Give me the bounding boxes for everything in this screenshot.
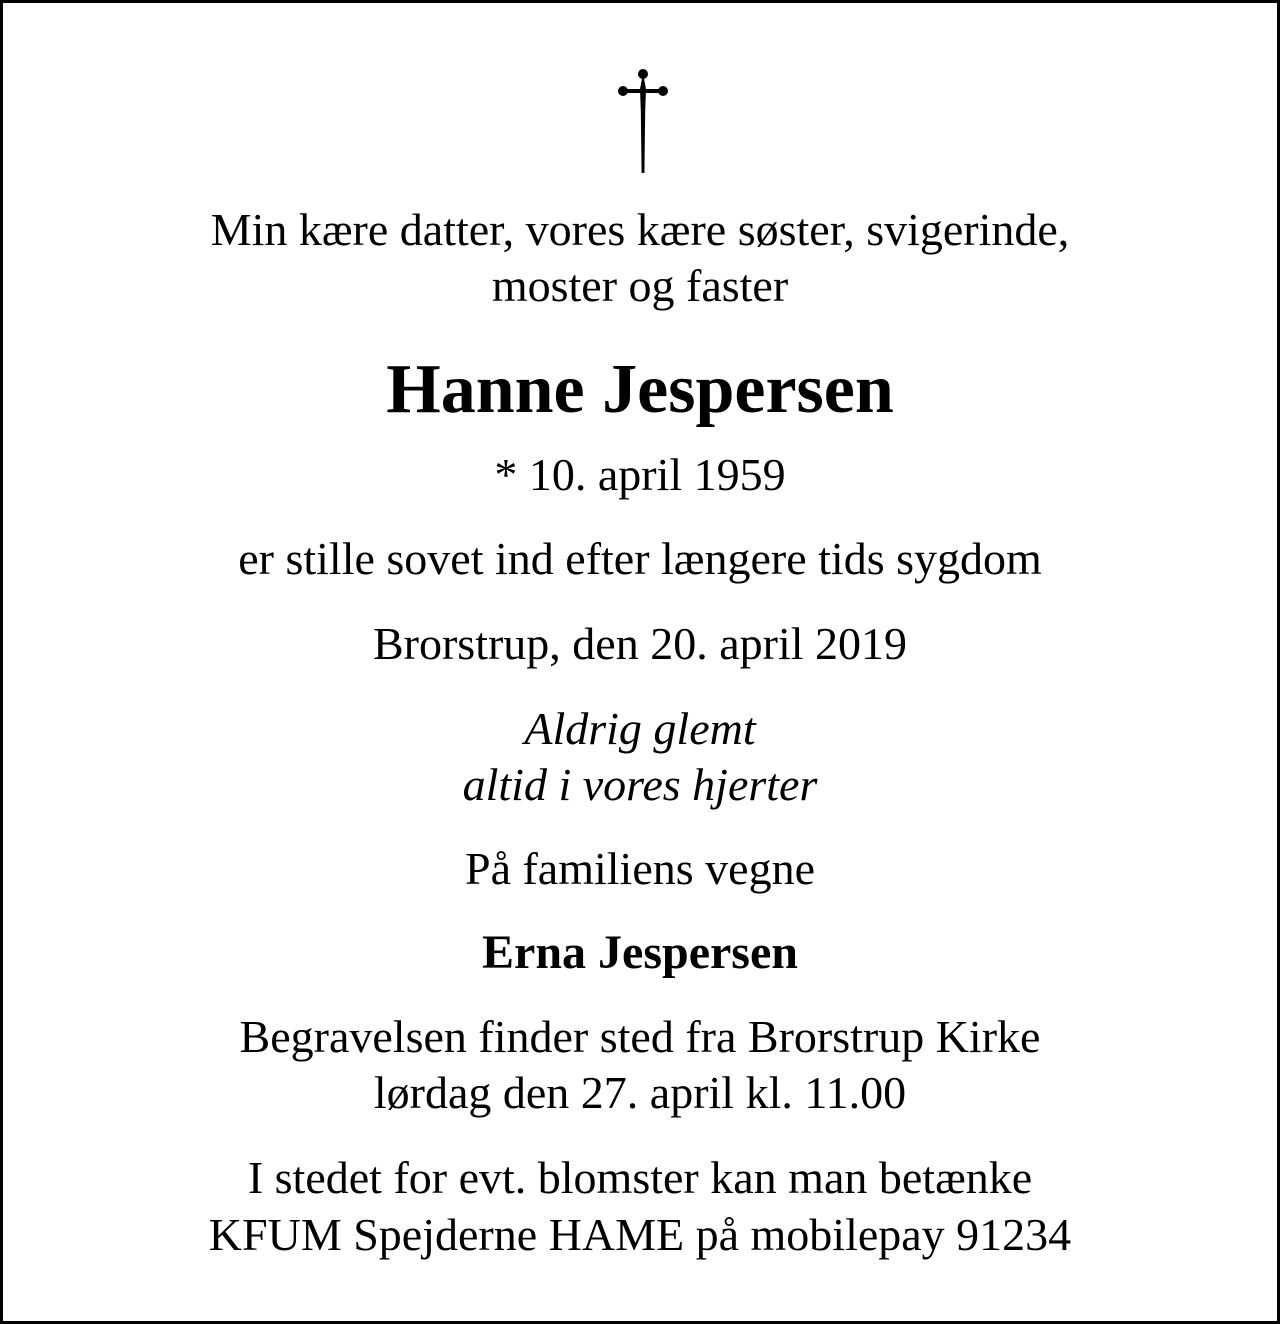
place-and-date: Brorstrup, den 20. april 2019: [372, 618, 908, 669]
donation-line-1: I stedet for evt. blomster kan man betænke: [247, 1152, 1033, 1203]
donation-line-2: KFUM Spejderne HAME på mobilepay 91234: [208, 1209, 1072, 1260]
verse-line-2: altid i vores hjerter: [462, 759, 818, 810]
cross-icon: [618, 69, 668, 173]
intro-line-1: Min kære datter, vores kære søster, svigerinde,: [210, 204, 1070, 255]
deceased-name: Hanne Jespersen: [386, 351, 894, 428]
signer-name: Erna Jespersen: [482, 926, 798, 979]
intro-line-2: moster og faster: [491, 260, 789, 311]
funeral-line-1: Begravelsen finder sted fra Brorstrup Kirke: [239, 1011, 1041, 1062]
verse-line-1: Aldrig glemt: [524, 703, 756, 754]
signoff-text: På familiens vegne: [464, 843, 815, 894]
funeral-line-2: lørdag den 27. april kl. 11.00: [373, 1067, 907, 1118]
announcement-text: er stille sovet ind efter længere tids sygdom: [238, 533, 1042, 584]
birth-date: * 10. april 1959: [494, 449, 786, 500]
